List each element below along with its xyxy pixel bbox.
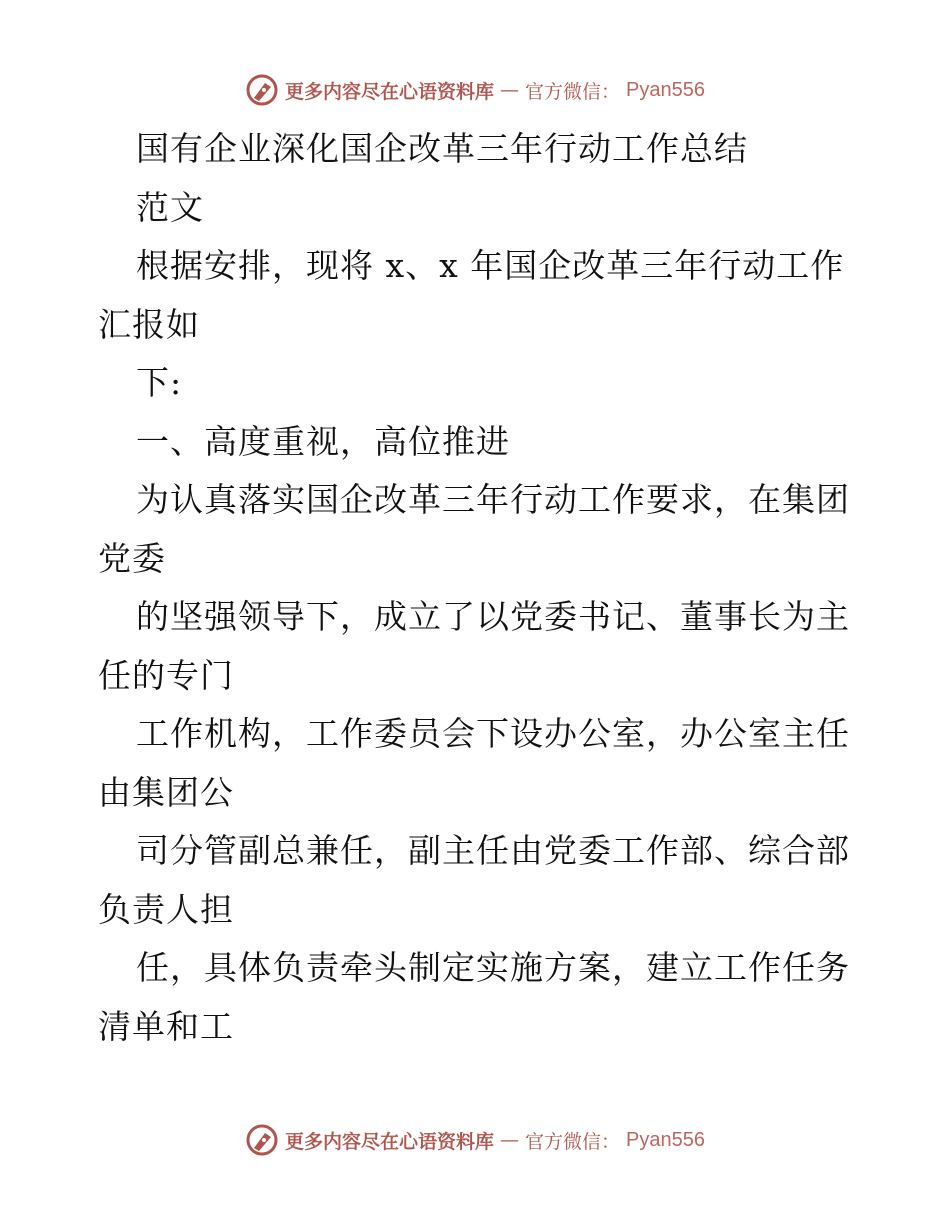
paragraph-line: 由集团公 xyxy=(98,772,234,812)
banner-text: 更多内容尽在心语资料库 xyxy=(285,80,495,103)
footer-banner xyxy=(0,1120,950,1160)
banner-text: 更多内容尽在心语资料库 xyxy=(285,1130,495,1153)
paragraph-line: 党委 xyxy=(98,538,166,578)
section-heading: 一、高度重视，高位推进 xyxy=(136,421,510,461)
header-banner xyxy=(0,70,950,110)
paragraph-line: 清单和工 xyxy=(98,1006,234,1046)
paragraph-line: 任的专门 xyxy=(98,655,234,695)
paragraph-line: 负责人担 xyxy=(98,889,234,929)
document-body xyxy=(98,120,858,1056)
banner-wechat-id: Pyan556 xyxy=(626,1128,705,1151)
paragraph-line: 的坚强领导下，成立了以党委书记、董事长为主 xyxy=(136,597,850,636)
pen-nib-logo-icon xyxy=(245,1123,279,1157)
paragraph-line: 为认真落实国企改革三年行动工作要求，在集团 xyxy=(136,480,850,519)
banner-separator: — xyxy=(500,1129,520,1151)
banner-wechat-label: 官方微信： xyxy=(525,1130,621,1153)
paragraph-line: 任，具体负责牵头制定实施方案，建立工作任务 xyxy=(136,948,850,987)
banner-wechat-label: 官方微信： xyxy=(525,80,621,103)
document-title-line-2: 范文 xyxy=(136,187,204,227)
document-title-line-1: 国有企业深化国企改革三年行动工作总结 xyxy=(136,129,748,168)
paragraph-line: 司分管副总兼任，副主任由党委工作部、综合部 xyxy=(136,831,850,870)
paragraph-line: 下: xyxy=(136,363,183,402)
banner-separator: — xyxy=(500,79,520,101)
pen-nib-logo-icon xyxy=(245,73,279,107)
paragraph-line: 根据安排，现将 x、x 年国企改革三年行动工作 xyxy=(136,246,845,285)
banner-wechat-id: Pyan556 xyxy=(626,78,705,101)
paragraph-line: 工作机构，工作委员会下设办公室，办公室主任 xyxy=(136,714,850,753)
paragraph-line: 汇报如 xyxy=(98,304,200,344)
